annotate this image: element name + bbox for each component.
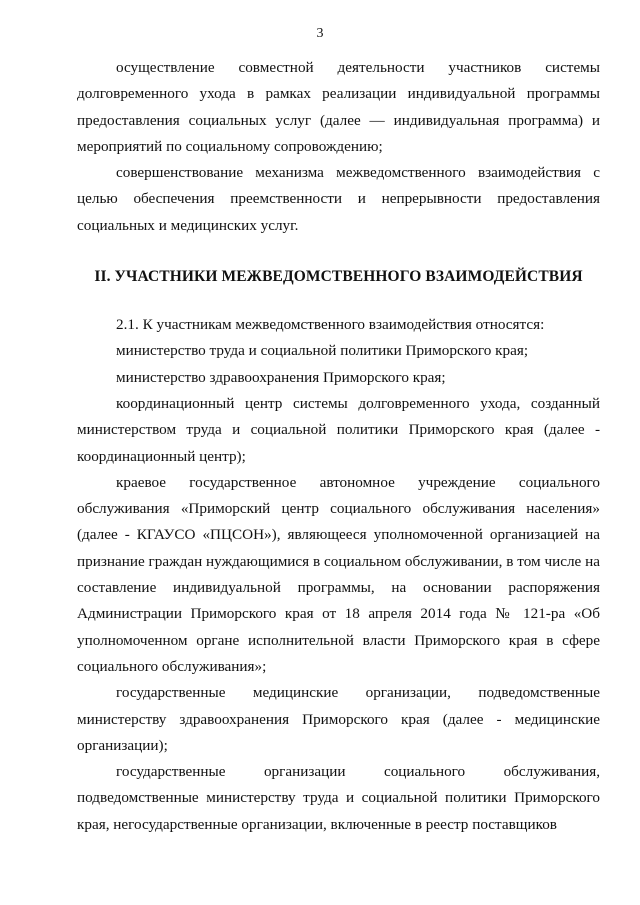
paragraph-kgauso: краевое государственное автономное учреждение социального обслуживания «Приморский центр социального обслуживания населения» (далее - КГАУСО «ПЦСОН»), являющееся уполномоченной организацией на признание граждан нуждающимися в социальном обслуживании, в том числе на составление индивидуальной программы, на основании распоряжения Администрации Приморского края от 18 апреля 2014 года № 121-ра «Об уполномоченном органе исполнительной власти Приморского края в сфере социального обслуживания»; <box>77 473 600 675</box>
paragraph-participants-intro: 2.1. К участникам межведомственного взаимодействия относятся: <box>116 316 545 334</box>
paragraph-social-organizations: государственные организации социального обслуживания, подведомственные министерству труда и социальной политики Приморского края, негосударственные организации, включенные в реестр поставщиков <box>77 763 600 833</box>
paragraph-coordination-center: координационный центр системы долговременного ухода, созданный министерством труда и социальной политики Приморского края (далее - координационный центр); <box>77 394 600 465</box>
page-number: 3 <box>316 26 324 41</box>
section-heading: II. УЧАСТНИКИ МЕЖВЕДОМСТВЕННОГО ВЗАИМОДЕЙСТВИЯ <box>94 268 583 286</box>
paragraph-ministry-labor: министерство труда и социальной политики Приморского края; <box>116 342 529 360</box>
paragraph-goal-improvement: совершенствование механизма межведомственного взаимодействия с целью обеспечения преемственности и непрерывности предоставления социальных и медицинских услуг. <box>77 164 600 234</box>
paragraph-ministry-health: министерство здравоохранения Приморского края; <box>116 368 446 386</box>
paragraph-goal-joint-activity: осуществление совместной деятельности участников системы долговременного ухода в рамках реализации индивидуальной программы предоставления социальных услуг (далее — индивидуальная программа) и мероприятий по социальному сопровождению; <box>77 59 600 155</box>
paragraph-medical-organizations: государственные медицинские организации, подведомственные министерству здравоохранения Приморского края (далее - медицинские организации); <box>77 684 600 754</box>
document-body <box>77 55 600 838</box>
